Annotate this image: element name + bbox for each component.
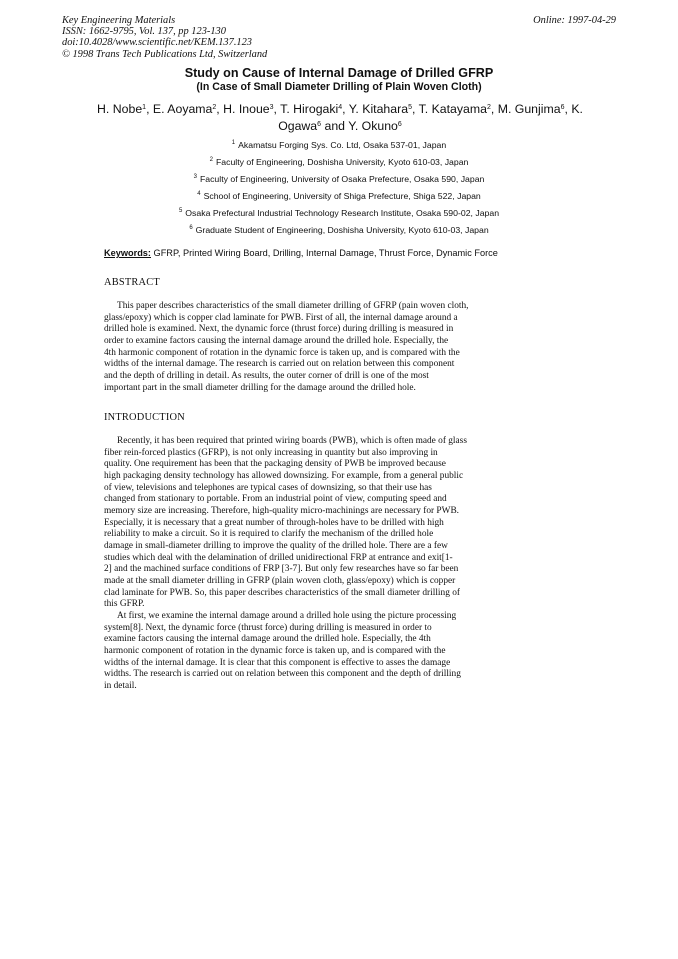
journal-name: Key Engineering Materials bbox=[62, 15, 176, 26]
author: Y. Kitahara$^5$ bbox=[348, 102, 412, 116]
intro-line: high packaging density technology has allowed downsizing. For example, from a general public bbox=[104, 470, 464, 481]
intro-line: in detail. bbox=[104, 680, 137, 691]
introduction-paragraph-1 bbox=[104, 436, 576, 611]
intro-line: examine factors causing the internal damage around the drilled hole. Especially, the 4th bbox=[104, 634, 431, 645]
author: H. Inoue$^3$ bbox=[223, 102, 274, 116]
affiliation: $^4$ School of Engineering, University of Shiga Prefecture, Shiga 522, Japan bbox=[197, 191, 481, 201]
affiliation: $^6$ Graduate Student of Engineering, Doshisha University, Kyoto 610-03, Japan bbox=[189, 225, 489, 235]
introduction-paragraph-2 bbox=[104, 611, 576, 693]
intro-line: studies which deal with the delamination of drilled unidirectional FRP at entrance and exit[1- bbox=[104, 552, 453, 563]
intro-line: clad laminate for PWB. So, this paper describes characteristics of the small diameter drilling of bbox=[104, 587, 460, 598]
intro-line: widths of the internal damage. It is clear that this component is effective to asses the damage bbox=[104, 657, 451, 668]
author: T. Hirogaki$^4$ bbox=[280, 102, 343, 116]
intro-line: At first, we examine the internal damage around a drilled hole using the picture processing bbox=[117, 611, 457, 621]
online-date: Online: 1997-04-29 bbox=[533, 15, 616, 26]
intro-line: system[8]. Next, the dynamic force (thrust force) during drilling is measured in order to bbox=[104, 622, 432, 633]
abstract-body bbox=[104, 301, 576, 394]
intro-line: fiber rein-forced plastics (GFRP), is not only increasing in quantity but also improving in bbox=[104, 447, 438, 458]
author: E. Aoyama$^2$ bbox=[152, 102, 217, 116]
intro-line: this GFRP. bbox=[104, 599, 145, 610]
abstract-line: glass/epoxy) which is copper clad laminate for PWB. First of all, the internal damage around a bbox=[104, 312, 458, 323]
abstract-heading: ABSTRACT bbox=[104, 277, 160, 288]
affiliation: $^2$ Faculty of Engineering, Doshisha University, Kyoto 610-03, Japan bbox=[209, 157, 469, 167]
journal-copyright: © 1998 Trans Tech Publications Ltd, Switzerland bbox=[62, 48, 268, 60]
paper-title: Study on Cause of Internal Damage of Drilled GFRP bbox=[184, 66, 494, 80]
abstract-line: drilled hole is examined. Next, the dynamic force (thrust force) during drilling is measured in bbox=[104, 324, 454, 335]
intro-line: quality. One requirement has been that the packaging density of PWB be improved because bbox=[104, 459, 446, 470]
intro-line: Especially, it is necessary that a great number of through-holes have to be drilled with high bbox=[104, 517, 444, 528]
paper-subtitle: (In Case of Small Diameter Drilling of Plain Woven Cloth) bbox=[196, 81, 482, 93]
intro-line: changed from stationary to portable. From an industrial point of view, computing speed and bbox=[104, 494, 447, 505]
intro-line: damage in small-diameter drilling to improve the quality of the drilled hole. There are a few bbox=[104, 540, 448, 551]
keywords bbox=[104, 248, 498, 258]
author-list: H. Nobe$^1$, E. Aoyama$^2$, H. Inoue$^3$, T. Hirogaki$^4$, Y. Kitahara$^5$, T. Katayama$^2$, M. Gunjima$^6$, K. Ogawa$^6$ and Y. Okuno$^6$ bbox=[97, 102, 583, 133]
affiliation: $^3$ Faculty of Engineering, University of Osaka Prefecture, Osaka 590, Japan bbox=[193, 174, 485, 184]
keywords-text: GFRP, Printed Wiring Board, Drilling, Internal Damage, Thrust Force, Dynamic Force bbox=[153, 248, 498, 258]
author: M. Gunjima$^6$ bbox=[497, 102, 565, 116]
affiliation: $^1$ Akamatsu Forging Sys. Co. Ltd, Osaka 537-01, Japan bbox=[231, 140, 447, 150]
abstract-line: and the depth of drilling in detail. As results, the outer corner of drill is one of the most bbox=[104, 370, 429, 381]
journal-info bbox=[62, 15, 267, 60]
intro-line: reliability to make a circuit. So it is required to clarify the mechanism of the drilled hole bbox=[104, 529, 434, 540]
author: T. Katayama$^2$ bbox=[418, 102, 491, 116]
author: Y. Okuno$^6$ bbox=[348, 119, 402, 133]
keywords-label: Keywords: bbox=[104, 248, 151, 258]
abstract-line: order to examine factors causing the internal damage around the drilled hole. Especially, the bbox=[104, 335, 449, 346]
journal-issn: ISSN: 1662-9795, Vol. 137, pp 123-130 bbox=[62, 26, 226, 38]
author: H. Nobe$^1$ bbox=[97, 102, 147, 116]
intro-line: 2] and the machined surface conditions of FRP [3-7]. But only few researches have so far been bbox=[104, 564, 459, 575]
journal-doi: doi:10.4028/www.scientific.net/KEM.137.123 bbox=[62, 37, 252, 49]
intro-line: widths. The research is carried out on relation between this component and the depth of drilling bbox=[104, 669, 461, 680]
introduction-heading: INTRODUCTION bbox=[104, 412, 185, 423]
abstract-line: important part in the small diameter drilling for the damage around the drilled hole. bbox=[104, 382, 416, 393]
abstract-line: widths of the internal damage. The research is carried out on relation between this component bbox=[104, 359, 455, 370]
abstract-line: 4th harmonic component of rotation in the dynamic force is taken up, and is compared with the bbox=[104, 347, 460, 358]
intro-line: made at the small diameter drilling in GFRP (plain woven cloth, glass/epoxy) which is copper bbox=[104, 575, 456, 586]
abstract-line: This paper describes characteristics of the small diameter drilling of GFRP (pain woven cloth, bbox=[117, 301, 469, 311]
intro-line: of view, televisions and telephones are typical cases of downsizing, so that their use has bbox=[104, 482, 432, 493]
intro-line: Recently, it has been required that printed wiring boards (PWB), which is often made of glass bbox=[117, 436, 467, 446]
intro-line: memory size are increasing. Therefore, high-quality micro-machinings are necessary for PWB. bbox=[104, 505, 460, 516]
author: K. Ogawa$^6$ bbox=[278, 102, 583, 133]
affiliation: $^5$ Osaka Prefectural Industrial Technology Research Institute, Osaka 590-02, Japan bbox=[178, 208, 500, 218]
intro-line: harmonic component of rotation in the dynamic force is taken up, and is compared with the bbox=[104, 645, 446, 656]
